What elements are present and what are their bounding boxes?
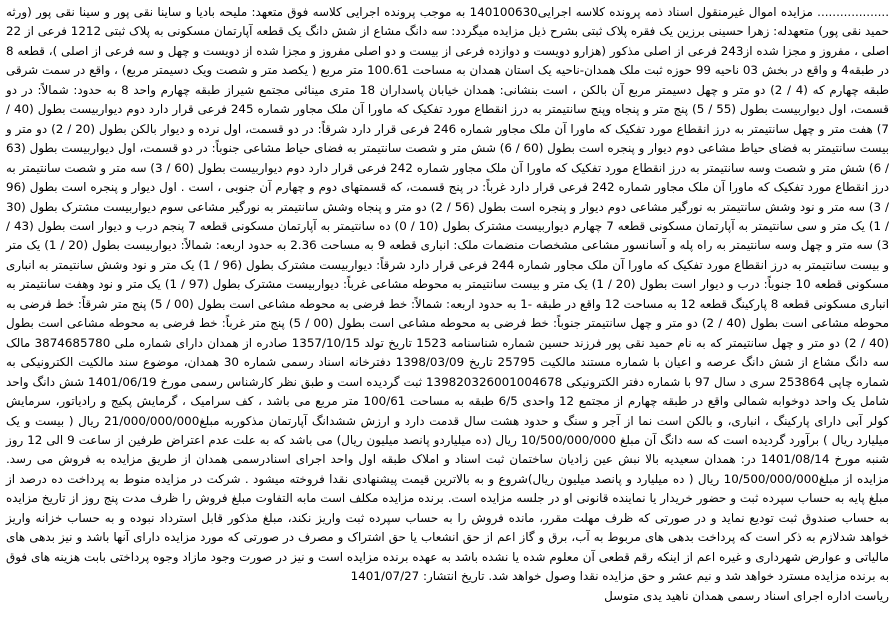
notice-body-text: ................... مزایده اموال غیرمنقول اسناد ذمه پرونده کلاسه اجرایی140100630 به موجب پرونده اجرایی کلاسه فوق متعهد: ملیحه بادیا و ساینا نقی پور و سینا نقی پور (ورثه حمید نقی پور) متعهدله: زهرا حسینی برزین یک فقره پلاک ثبتی بشرح ذیل مزایده میگردد: سه دانگ مشاع از شش دانگ یک قطعه آپارتمان مسکونی به پلاک ثبتی 1212 فرعی از 22 اصلی ، مفروز و مجزا شده از243 فرعی از اصلی مذکور (هزارو دویست و دوازده فرعی از بیست و دو اصلی مفروز و مجزا شده از دویست و چهل و سه فرعی از اصلی )، قطعه 8 در طبقه4 و واقع در بخش 03 ناحیه 99 حوزه ثبت ملک همدان-ناحیه یک استان همدان به مساحت 100.61 متر مربع ( یکصد متر و شصت ویک دسیمتر مربع) ، واقع در سمت شرقی طبقه چهارم که (4 / 2) دو متر و چهل دسیمتر مربع آن بالکن ، است بنشانی: همدان خیابان پاسداران 18 متری مینائی مجتمع شیراز طبقه چهارم واحد 8 به حدود: شمالاً: در دو قسمت، اول دیواربیست بطول (55 / 5) پنج متر و پنجاه وپنج سانتیمتر به درز انقطاع مورد تفکیک که ماورا آن ملک مجاور شماره 245 فرعی قرار دارد دوم دیواربیست بطول (40 / 7) هفت متر و چهل سانتیمتر به درز انقطاع مورد تفکیک که ماورا آن ملک مجاور شماره 246 فرعی قرار دارد شرقاً: در دو قسمت، اول نرده و دیوار بالکن بطول (20 / 2) دو متر و بیست سانتیمتر به فضای حیاط مشاعی دوم دیوار و پنجره است بطول (60 / 6) شش متر و شصت سانتیمتر به فضای حیاط مشاعی جنوباً: در دو قسمت، اول دیواربیست بطول (63 / 6) شش متر و شصت وسه سانتیمتر به درز انقطاع مورد تفکیک که ماورا آن ملک مجاور شماره 242 فرعی قرار دارد دوم دیواربیست بطول (60 / 3) سه متر و شصت سانتیمتر به درز انقطاع مورد تفکیک که ماورا آن ملک مجاور شماره 242 فرعی قرار دارد غرباً: در پنج قسمت، که قسمتهای دوم و چهارم آن جنوبی ، است . اول دیوار و پنجره است بطول (96 / 3) سه متر و نود وشش سانتیمتر به نورگیر مشاعی دوم دیوار و پنجره است بطول (56 / 2) دو متر و پنجاه وشش سانتیمتر به نورگیر مشاعی سوم دیواربیست مشترک بطول (30 / 1) یک متر و سی سانتیمتر به آپارتمان مسکونی قطعه 7 چهارم دیواربیست مشترک بطول (10 / 0) ده سانتیمتر به آپارتمان مسکونی قطعه 7 پنجم درب و دیوار است بطول (43 / 3) سه متر و چهل وسه سانتیمتر به راه پله و آسانسور مشاعی مشخصات منضمات ملک: انباری قطعه 9 به مساحت 2.36 به حدود اربعه: شمالاً: دیواربیست بطول (20 / 1) یک متر و بیست سانتیمتر به درز انقطاع مورد تفکیک که ماورا آن ملک مجاور شماره 244 فرعی قرار دارد شرقاً: دیواربیست مشترک بطول (96 / 1) یک متر و نود وشش سانتیمتر به انباری مسکونی قطعه 10 جنوباً: درب و دیوار است بطول (20 / 1) یک متر و بیست سانتیمتر به محوطه مشاعی غرباً: دیواربیست مشترک بطول (97 / 1) یک متر و نود وهفت سانتیمتر به انباری مسکونی قطعه 8 پارکینگ قطعه 12 به مساحت 12 واقع در طبقه -1 به حدود اربعه: شمالاً: خط فرضی به محوطه مشاعی است بطول (00 / 5) پنج متر شرقاً: خط فرضی به محوطه مشاعی است بطول (40 / 2) دو متر و چهل سانتیمتر جنوباً: خط فرضی به محوطه مشاعی است بطول (00 / 5) پنج متر غرباً: خط فرضی به محوطه مشاعی است بطول (40 / 2) دو متر و چهل سانتیمتر که به نام حمید نقی پور فرزند حسین شماره شناسنامه 1523 تاریخ تولد 1357/10/15 صادره از همدان دارای شماره ملی 3874685780 مالک سه دانگ مشاع از شش دانگ عرصه و اعیان با شماره مستند مالکیت 25795 تاریخ 1398/03/09 دفترخانه اسناد رسمی شماره 30 همدان، موضوع سند مالکیت الکترونیکی به شماره چاپی 253864 سری د سال 97 با شماره دفتر الکترونیکی 139820326001004678 ثبت گردیده است و طبق نظر کارشناس رسمی مورخ 1401/06/19 شش دانگ واحد شامل یک واحد دوخوابه شمالی واقع در طبقه چهارم از مجتمع 12 واحدی 6/5 طبقه به مساحت 100/61 متر مربع می باشد ، کف سرامیک ، گرمایش پکیج و رادیاتور، سرمایش کولر آبی دارای پارکینگ ، انباری، و بالکن است نما از آجر و سنگ و حدود هشت سال قدمت دارد و ارزش ششدانگ آپارتمان مذکوربه مبلغ21/000/000/000 ریال ( بیست و یک میلیارد ریال ) برآورد گردیده است که سه دانگ آن مبلغ 10/500/000/000 ریال (ده میلیاردو پانصد میلیون ریال) می باشد که به علت عدم اعتراض طرفین از ساعت 9 الی 12 روز شنبه مورخ 1401/08/14 در: همدان سعیدیه بالا نبش عین زادیان ساختمان ثبت اسناد و املاک طبقه اول واحد اجرای اسنادرسمی همدان از طریق مزایده به فروش می رسد. مزایده از مبلغ10/500/000/000 ریال ( ده میلیارد و پانصد میلیون ریال)شروع و به بالاترین قیمت پیشنهادی نقدا فروخته میشود . شرکت در مزایده منوط به پرداخت ده درصد از مبلغ پایه به حساب سپرده ثبت و حضور خریدار یا نماینده قانونی او در جلسه مزایده است. برنده مزایده مکلف است مابه التفاوت مبلغ فروش را ظرف مدت پنج روز از تاریخ مزایده به حساب صندوق ثبت تودیع نماید و در صورتی که ظرف مهلت مقرر، مانده فروش را به حساب سپرده ثبت واریز نکند، مبلغ مذکور قابل استرداد نبوده و به حساب خزانه واریز خواهد شدلازم به ذکر است که پرداخت بدهی های مربوط به آب، برق و گاز اعم از حق انشعاب یا حق اشتراک و مصرف در صورتی که مورد مزایده دارای آنها باشد و نیز بدهی های مالیاتی و عوارض شهرداری و غیره اعم از اینکه رقم قطعی آن معلوم شده یا نشده باشد به عهده برنده مزایده است و نیز در صورت وجود مازاد وجوه پرداختی بابت هزینه های فوق به برنده مزایده مسترد خواهد شد و نیم عشر و حق مزایده نقدا وصول خواهد شد. تاریخ انتشار: 1401/07/27 [5, 5, 890, 584]
signature-line: ریاست اداره اجرای اسناد رسمی همدان ناهید یدی متوسل [604, 588, 889, 603]
